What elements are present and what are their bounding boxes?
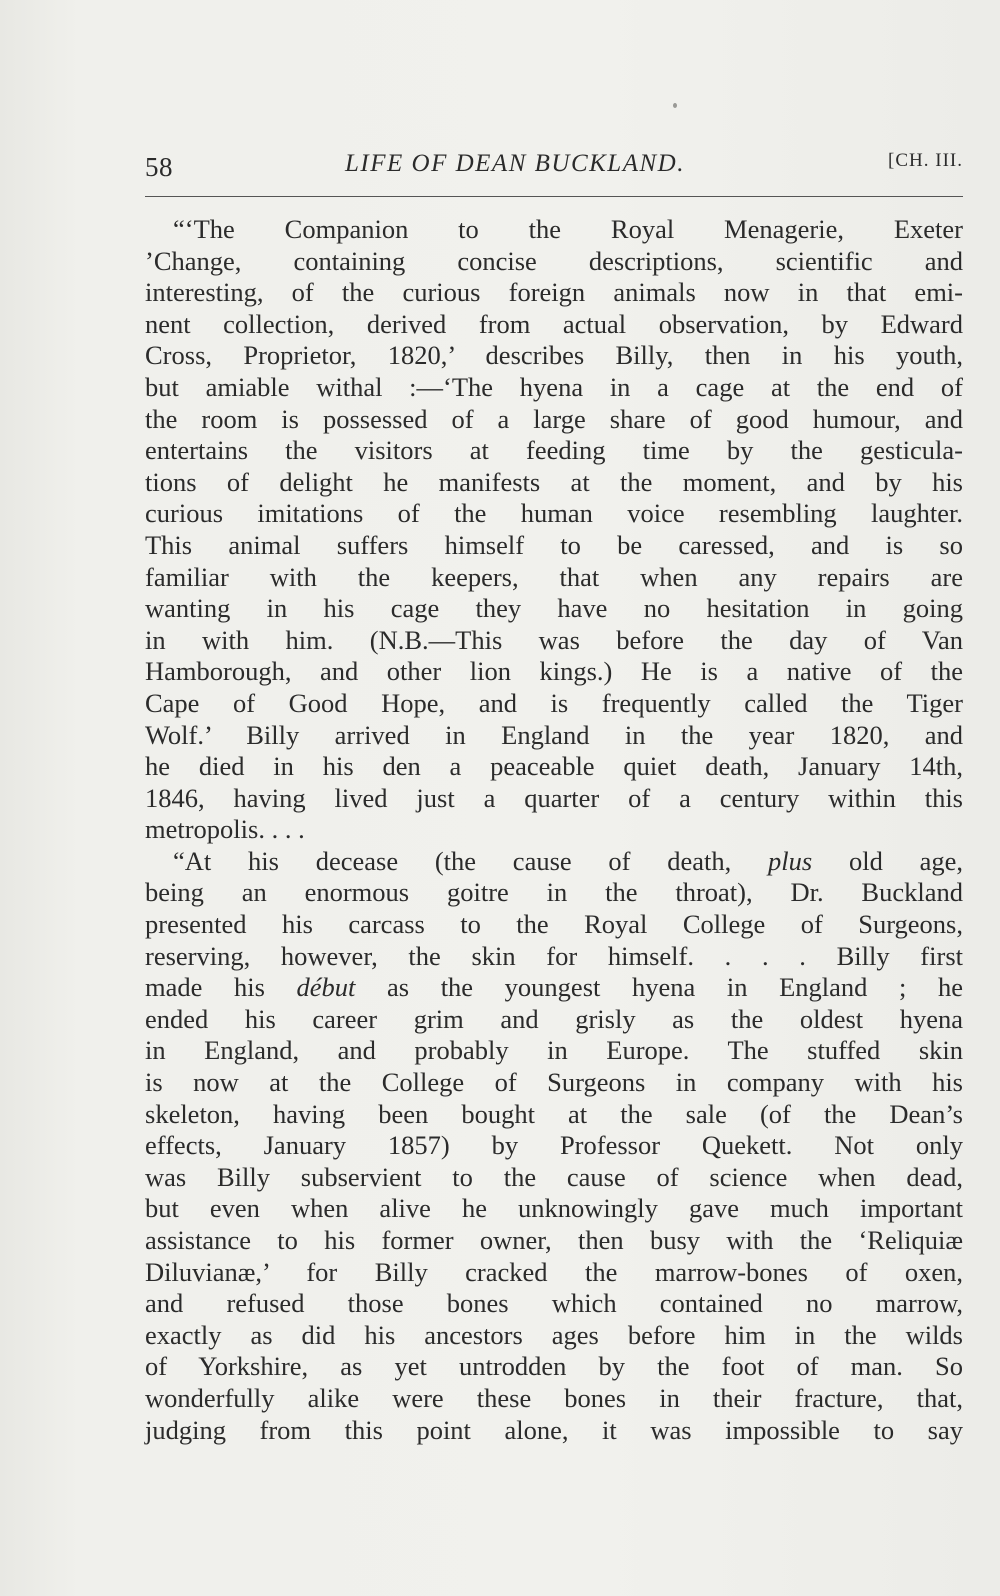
ink-speck [673, 103, 677, 108]
text-line: wonderfully alike were these bones in their fracture, that, [145, 1382, 963, 1413]
text-line [145, 846, 963, 878]
text-line: being an enormous goitre in the throat), Dr. Buckland [145, 877, 963, 908]
text-segment: made his [145, 972, 265, 1003]
text-line: curious imitations of the human voice resembling laughter. [145, 498, 963, 529]
text-line: was Billy subservient to the cause of science when dead, [145, 1161, 963, 1192]
text-line: skeleton, having been bought at the sale (of the Dean’s [145, 1098, 963, 1129]
text-segment: as the youngest hyena in England ; he [387, 972, 963, 1003]
text-line: 1846, having lived just a quarter of a century within this [145, 782, 963, 813]
text-line: but amiable withal :—‘The hyena in a cage at the end of [145, 371, 963, 402]
page-number: 58 [145, 152, 173, 182]
text-segment: old age, [848, 845, 964, 876]
text-line: Cape of Good Hope, and is frequently called the Tiger [145, 687, 963, 718]
text-line: effects, January 1857) by Professor Quekett. Not only [145, 1130, 963, 1161]
text-line: assistance to his former owner, then busy with the ‘Reliquiæ [145, 1225, 963, 1255]
italic-word: début [296, 972, 356, 1003]
text-line: ’Change, containing concise descriptions, scientific and [145, 245, 963, 276]
text-segment: “At his decease (the cause of death, [173, 845, 732, 876]
text-line: wanting in his cage they have no hesitation in going [145, 593, 963, 624]
text-line: ended his career grim and grisly as the oldest hyena [145, 1003, 963, 1034]
text-line [145, 972, 963, 1004]
text-line: he died in his den a peaceable quiet death, January 14th, [145, 751, 963, 782]
text-line: familiar with the keepers, that when any repairs are [145, 561, 963, 592]
text-line: tions of delight he manifests at the moment, and by his [145, 466, 963, 497]
text-line: interesting, of the curious foreign animals now in that emi- [145, 277, 963, 308]
text-line: presented his carcass to the Royal College of Surgeons, [145, 909, 963, 940]
text-line: “‘The Companion to the Royal Menagerie, Exeter [173, 214, 963, 244]
text-line: nent collection, derived from actual observation, by Edward [145, 308, 963, 339]
text-line: in with him. (N.B.—This was before the day of Van [145, 624, 963, 655]
text-line: reserving, however, the skin for himself. . . . Billy first [145, 940, 963, 971]
text-line: Cross, Proprietor, 1820,’ describes Billy, then in his youth, [145, 340, 963, 371]
text-line: but even when alive he unknowingly gave much important [145, 1193, 963, 1224]
text-line: entertains the visitors at feeding time by the gesticula- [145, 435, 963, 466]
body-text [145, 214, 963, 1446]
text-line: of Yorkshire, as yet untrodden by the foot of man. So [145, 1351, 963, 1382]
text-line: This animal suffers himself to be caressed, and is so [145, 529, 963, 560]
chapter-label: [CH. III. [888, 150, 963, 171]
text-line: the room is possessed of a large share of good humour, and [145, 403, 963, 434]
text-line: and refused those bones which contained no marrow, [145, 1288, 963, 1319]
text-line: in England, and probably in Europe. The stuffed skin [145, 1035, 963, 1066]
text-line: Hamborough, and other lion kings.) He is a native of the [145, 656, 963, 687]
text-line: Diluvianæ,’ for Billy cracked the marrow-bones of oxen, [145, 1256, 963, 1287]
text-line: Wolf.’ Billy arrived in England in the year 1820, and [145, 719, 963, 750]
text-line: exactly as did his ancestors ages before him in the wilds [145, 1319, 963, 1350]
text-line: is now at the College of Surgeons in company with his [145, 1067, 963, 1098]
book-title: LIFE OF DEAN BUCKLAND. [345, 150, 685, 177]
italic-word: plus [768, 845, 813, 876]
header-rule [145, 196, 963, 197]
text-line: metropolis. . . . [145, 814, 305, 845]
running-head [145, 146, 963, 186]
text-line: judging from this point alone, it was impossible to say [145, 1414, 963, 1445]
